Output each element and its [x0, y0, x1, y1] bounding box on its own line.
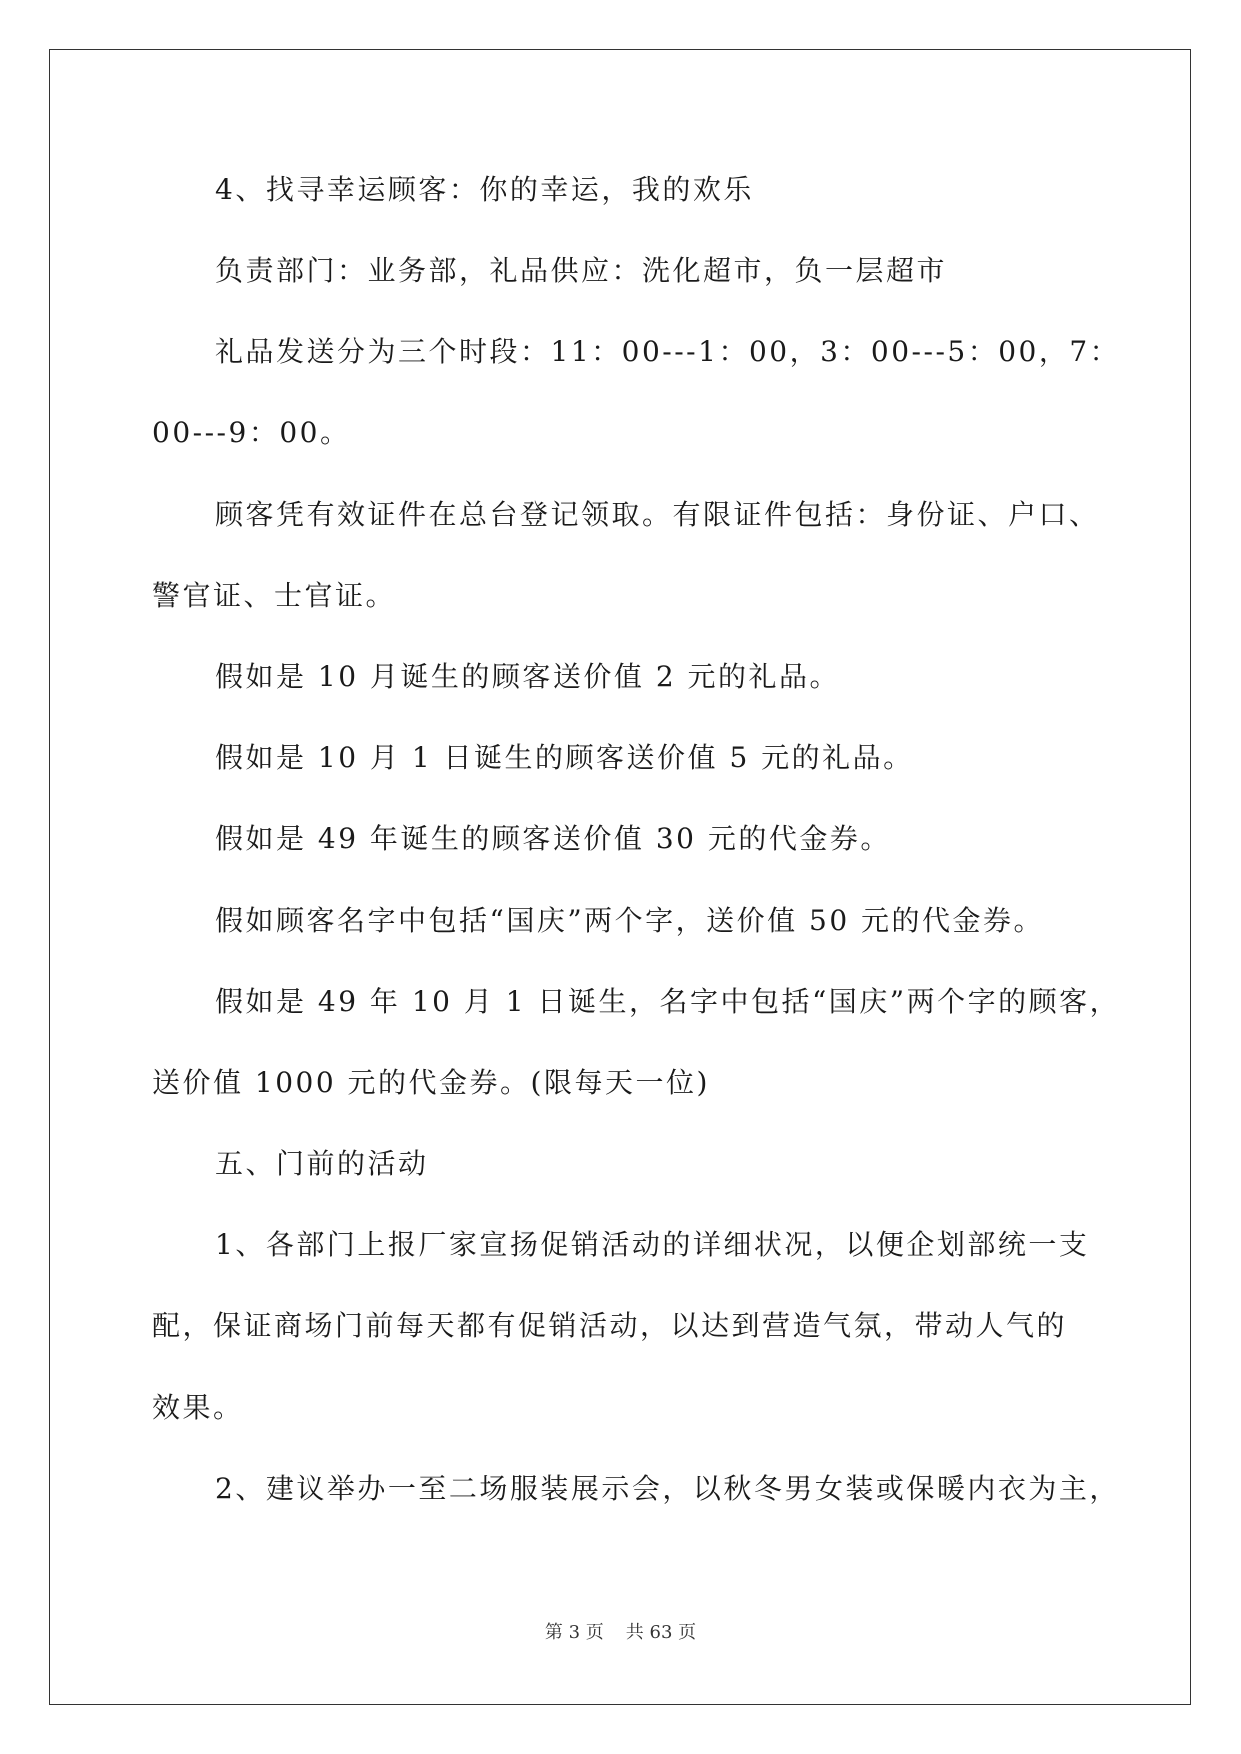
paragraph-line: 礼品发送分为三个时段：11：00---1：00，3：00---5：00，7：	[215, 335, 1121, 368]
section-heading: 五、门前的活动	[215, 1147, 429, 1180]
paragraph-line: 假如是 49 年 10 月 1 日诞生，名字中包括“国庆”两个字的顾客，	[215, 985, 1121, 1018]
paragraph-line: 负责部门：业务部，礼品供应：洗化超市，负一层超市	[215, 254, 948, 287]
paragraph-line: 00---9：00。	[152, 416, 351, 449]
paragraph-line: 假如是 10 月 1 日诞生的顾客送价值 5 元的礼品。	[215, 741, 914, 774]
paragraph-line: 4、找寻幸运顾客：你的幸运，我的欢乐	[215, 173, 754, 206]
paragraph-line: 效果。	[152, 1391, 244, 1424]
paragraph-line: 假如是 49 年诞生的顾客送价值 30 元的代金券。	[215, 822, 891, 855]
paragraph-line: 配，保证商场门前每天都有促销活动，以达到营造气氛，带动人气的	[152, 1309, 1068, 1342]
page-number: 第 3 页	[544, 1622, 604, 1643]
paragraph-line: 假如是 10 月诞生的顾客送价值 2 元的礼品。	[215, 660, 841, 693]
paragraph-line: 2、建议举办一至二场服装展示会，以秋冬男女装或保暖内衣为主，	[215, 1472, 1120, 1505]
page-border	[49, 49, 1191, 1705]
paragraph-line: 送价值 1000 元的代金券。(限每天一位)	[152, 1066, 710, 1099]
paragraph-line: 顾客凭有效证件在总台登记领取。有限证件包括：身份证、户口、	[215, 498, 1100, 531]
paragraph-line: 1、各部门上报厂家宣扬促销活动的详细状况，以便企划部统一支	[215, 1228, 1090, 1261]
paragraph-line: 假如顾客名字中包括“国庆”两个字，送价值 50 元的代金券。	[215, 904, 1045, 937]
paragraph-line: 警官证、士官证。	[152, 579, 397, 612]
page-total: 共 63 页	[625, 1622, 697, 1643]
page-footer	[0, 1621, 1241, 1645]
